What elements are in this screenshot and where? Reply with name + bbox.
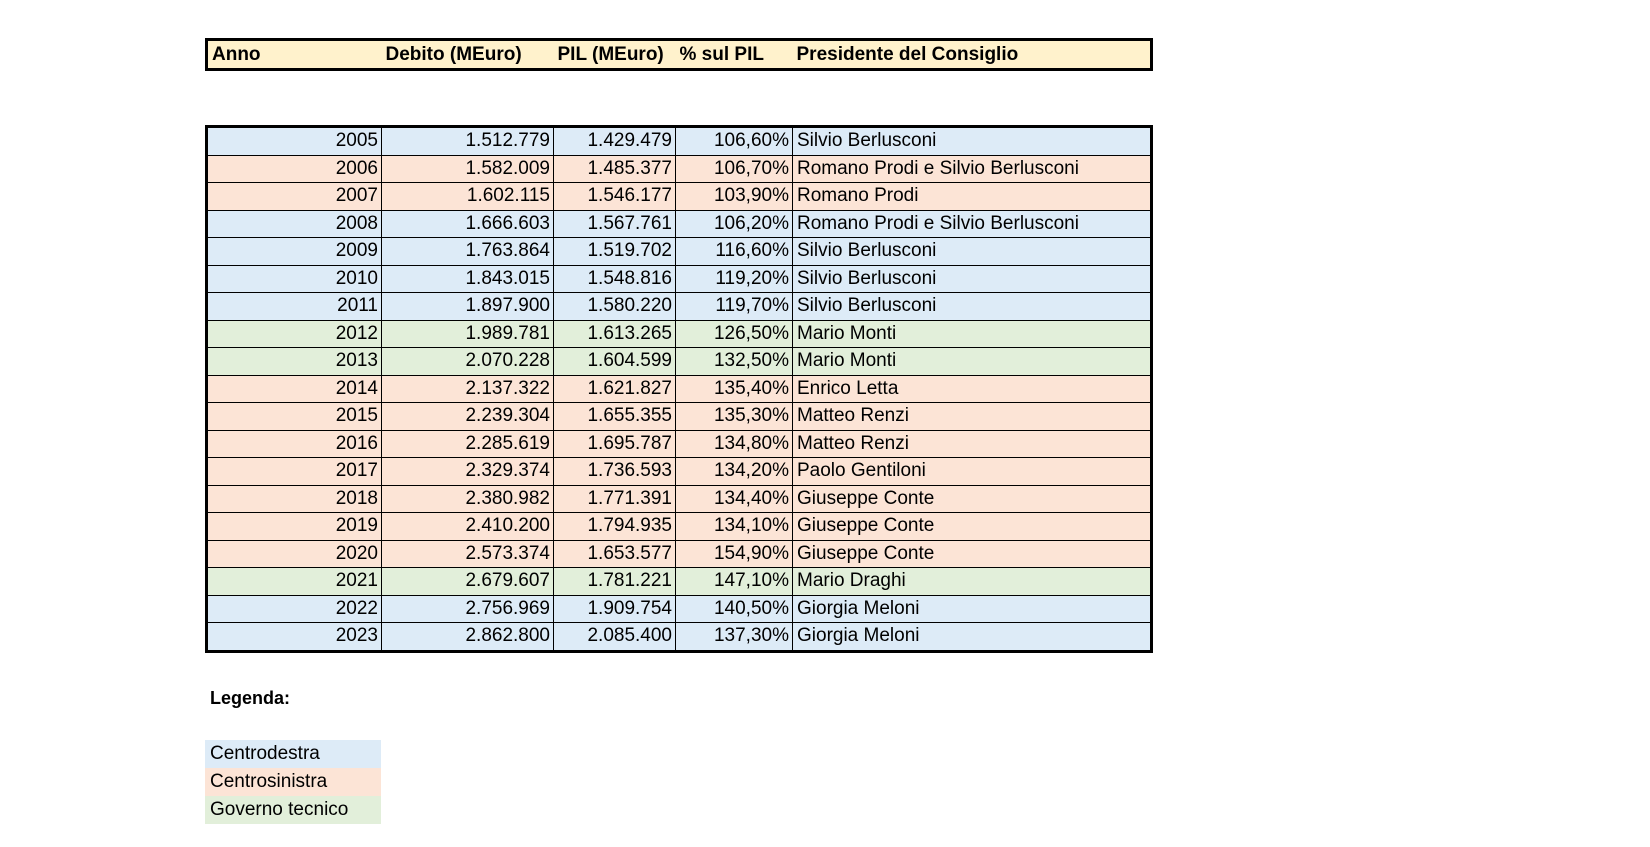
cell-debito: 1.666.603	[382, 210, 554, 238]
table-row	[207, 458, 1152, 486]
cell-percentuale: 116,60%	[676, 238, 793, 266]
cell-presidente: Romano Prodi e Silvio Berlusconi	[793, 210, 1152, 238]
cell-percentuale: 106,70%	[676, 155, 793, 183]
cell-debito: 2.410.200	[382, 513, 554, 541]
cell-percentuale: 154,90%	[676, 540, 793, 568]
cell-percentuale: 134,10%	[676, 513, 793, 541]
header-debito: Debito (MEuro)	[385, 43, 522, 65]
cell-presidente: Romano Prodi e Silvio Berlusconi	[793, 155, 1152, 183]
cell-percentuale: 135,30%	[676, 403, 793, 431]
header-pil: PIL (MEuro)	[557, 43, 664, 65]
cell-presidente: Silvio Berlusconi	[793, 238, 1152, 266]
cell-percentuale: 106,20%	[676, 210, 793, 238]
cell-debito: 1.897.900	[382, 293, 554, 321]
debt-table-body	[207, 127, 1152, 652]
cell-presidente: Giuseppe Conte	[793, 540, 1152, 568]
table-row	[207, 155, 1152, 183]
cell-percentuale: 147,10%	[676, 568, 793, 596]
cell-debito: 2.137.322	[382, 375, 554, 403]
header-row	[207, 40, 1152, 70]
cell-anno: 2016	[207, 430, 382, 458]
cell-percentuale: 134,40%	[676, 485, 793, 513]
cell-pil: 1.655.355	[554, 403, 676, 431]
table-row	[207, 183, 1152, 211]
table-row	[207, 403, 1152, 431]
header-anno: Anno	[212, 43, 261, 65]
cell-pil: 1.580.220	[554, 293, 676, 321]
cell-presidente: Paolo Gentiloni	[793, 458, 1152, 486]
cell-anno: 2007	[207, 183, 382, 211]
cell-pil: 2.085.400	[554, 623, 676, 652]
cell-anno: 2006	[207, 155, 382, 183]
cell-anno: 2012	[207, 320, 382, 348]
table-row	[207, 540, 1152, 568]
cell-debito: 2.329.374	[382, 458, 554, 486]
cell-debito: 2.285.619	[382, 430, 554, 458]
cell-presidente: Matteo Renzi	[793, 430, 1152, 458]
cell-anno: 2022	[207, 595, 382, 623]
cell-debito: 2.070.228	[382, 348, 554, 376]
cell-anno: 2023	[207, 623, 382, 652]
cell-presidente: Mario Monti	[793, 348, 1152, 376]
cell-percentuale: 137,30%	[676, 623, 793, 652]
cell-debito: 2.679.607	[382, 568, 554, 596]
cell-pil: 1.794.935	[554, 513, 676, 541]
cell-anno: 2005	[207, 127, 382, 156]
cell-debito: 1.512.779	[382, 127, 554, 156]
table-row	[207, 293, 1152, 321]
cell-pil: 1.485.377	[554, 155, 676, 183]
table-row	[207, 348, 1152, 376]
table-row	[207, 238, 1152, 266]
cell-debito: 1.989.781	[382, 320, 554, 348]
cell-pil: 1.548.816	[554, 265, 676, 293]
cell-presidente: Silvio Berlusconi	[793, 127, 1152, 156]
cell-presidente: Giorgia Meloni	[793, 595, 1152, 623]
cell-debito: 2.756.969	[382, 595, 554, 623]
cell-anno: 2017	[207, 458, 382, 486]
cell-pil: 1.621.827	[554, 375, 676, 403]
cell-pil: 1.604.599	[554, 348, 676, 376]
cell-anno: 2010	[207, 265, 382, 293]
table-row	[207, 320, 1152, 348]
cell-presidente: Matteo Renzi	[793, 403, 1152, 431]
cell-percentuale: 126,50%	[676, 320, 793, 348]
legend-item-tecnico: Governo tecnico	[205, 796, 381, 824]
table-row	[207, 568, 1152, 596]
cell-pil: 1.519.702	[554, 238, 676, 266]
cell-anno: 2009	[207, 238, 382, 266]
cell-debito: 1.602.115	[382, 183, 554, 211]
header-presidente: Presidente del Consiglio	[796, 43, 1019, 65]
table-row	[207, 485, 1152, 513]
cell-debito: 1.763.864	[382, 238, 554, 266]
cell-pil: 1.909.754	[554, 595, 676, 623]
cell-percentuale: 140,50%	[676, 595, 793, 623]
cell-presidente: Giorgia Meloni	[793, 623, 1152, 652]
table-row	[207, 595, 1152, 623]
legend-item-centrodestra: Centrodestra	[205, 740, 381, 768]
legend-item-centrosinistra: Centrosinistra	[205, 768, 381, 796]
cell-percentuale: 132,50%	[676, 348, 793, 376]
cell-debito: 2.862.800	[382, 623, 554, 652]
cell-debito: 1.843.015	[382, 265, 554, 293]
cell-pil: 1.546.177	[554, 183, 676, 211]
legend	[205, 740, 381, 824]
cell-pil: 1.695.787	[554, 430, 676, 458]
cell-pil: 1.567.761	[554, 210, 676, 238]
cell-presidente: Mario Monti	[793, 320, 1152, 348]
header-table	[205, 38, 1153, 71]
cell-presidente: Mario Draghi	[793, 568, 1152, 596]
table-row	[207, 265, 1152, 293]
table-row	[207, 430, 1152, 458]
cell-anno: 2019	[207, 513, 382, 541]
cell-percentuale: 119,70%	[676, 293, 793, 321]
cell-presidente: Giuseppe Conte	[793, 513, 1152, 541]
cell-percentuale: 135,40%	[676, 375, 793, 403]
cell-percentuale: 119,20%	[676, 265, 793, 293]
cell-percentuale: 103,90%	[676, 183, 793, 211]
cell-presidente: Enrico Letta	[793, 375, 1152, 403]
header-percentuale: % sul PIL	[679, 43, 764, 65]
cell-anno: 2020	[207, 540, 382, 568]
cell-pil: 1.771.391	[554, 485, 676, 513]
cell-anno: 2011	[207, 293, 382, 321]
table-row	[207, 210, 1152, 238]
cell-anno: 2013	[207, 348, 382, 376]
table-row	[207, 623, 1152, 652]
cell-presidente: Silvio Berlusconi	[793, 265, 1152, 293]
cell-debito: 2.239.304	[382, 403, 554, 431]
cell-pil: 1.781.221	[554, 568, 676, 596]
cell-presidente: Romano Prodi	[793, 183, 1152, 211]
table-row	[207, 513, 1152, 541]
cell-anno: 2021	[207, 568, 382, 596]
debt-table	[205, 125, 1153, 653]
cell-pil: 1.736.593	[554, 458, 676, 486]
cell-pil: 1.653.577	[554, 540, 676, 568]
cell-debito: 1.582.009	[382, 155, 554, 183]
table-row	[207, 375, 1152, 403]
cell-anno: 2008	[207, 210, 382, 238]
cell-percentuale: 134,20%	[676, 458, 793, 486]
cell-presidente: Silvio Berlusconi	[793, 293, 1152, 321]
cell-anno: 2018	[207, 485, 382, 513]
legend-title: Legenda:	[210, 688, 291, 708]
cell-presidente: Giuseppe Conte	[793, 485, 1152, 513]
cell-percentuale: 134,80%	[676, 430, 793, 458]
cell-debito: 2.573.374	[382, 540, 554, 568]
cell-debito: 2.380.982	[382, 485, 554, 513]
cell-anno: 2015	[207, 403, 382, 431]
cell-percentuale: 106,60%	[676, 127, 793, 156]
cell-pil: 1.613.265	[554, 320, 676, 348]
cell-pil: 1.429.479	[554, 127, 676, 156]
table-row	[207, 127, 1152, 156]
cell-anno: 2014	[207, 375, 382, 403]
